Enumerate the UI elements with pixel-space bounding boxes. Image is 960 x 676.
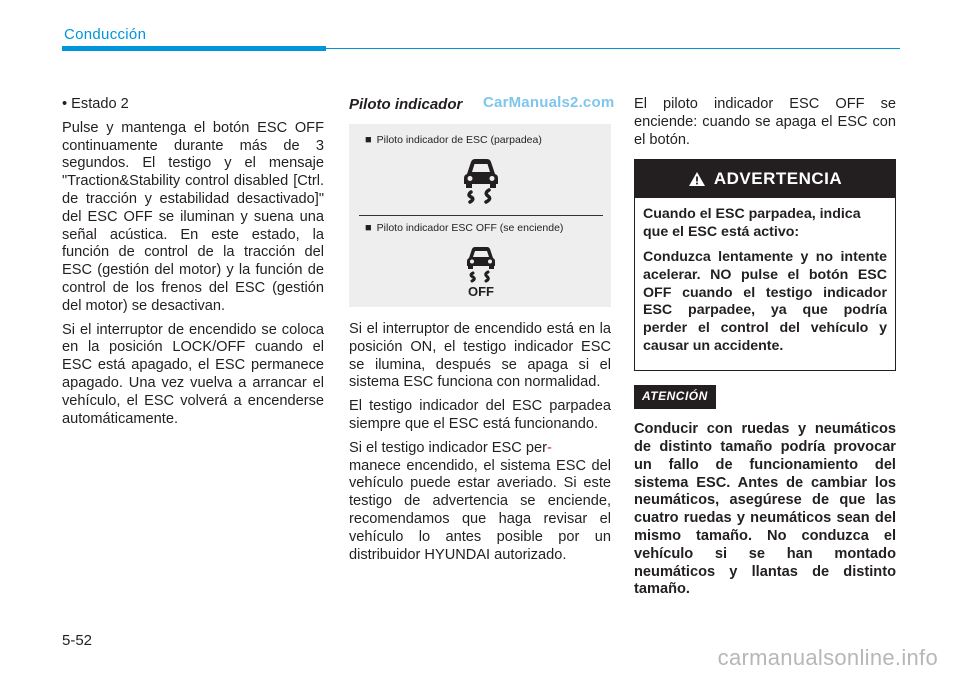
- bullet-estado: • Estado 2: [62, 96, 129, 112]
- caution-text: Conducir con ruedas y neumáticos de distinto tamaño podría provocar un fallo de funcionamiento del sistema ESC. Antes de cambiar los neumáticos, asegúrese de que las cuatro ruedas y neumáticos sean del mismo tamaño. No conduzca el vehículo si se han montado neumáticos y llantas de distinto tamaño.: [634, 421, 896, 598]
- paragraph-averiado: Si el testigo indicador ESC per- manece encendido, el sistema ESC del vehículo puede estar averiado. Si este testigo de advertencia se enciende, recomendamos que haga revisar el vehículo lo antes posible por un distribuidor HYUNDAI autorizado.: [349, 439, 611, 563]
- off-label: OFF: [468, 284, 494, 299]
- warning-title: ADVERTENCIA: [713, 169, 843, 189]
- page-number: 5-52: [62, 632, 93, 649]
- paragraph-lock-off: Si el interruptor de encendido se coloca en la posición LOCK/OFF cuando el ESC está apagado, el ESC permanece apagado. Una vez vuelva a arrancar el vehículo, el ESC volverá a encenderse automáticamente.: [62, 321, 324, 427]
- figure-caption-1: ■ Piloto indicador de ESC (parpadea): [365, 134, 542, 146]
- esc-car-skid-icon: [457, 154, 505, 204]
- section-title: Conducción: [64, 26, 147, 43]
- header-rule-thin: [326, 48, 900, 49]
- site-watermark: carmanualsonline.info: [717, 645, 938, 670]
- column-left: [62, 96, 324, 434]
- figure-caption-2: ■ Piloto indicador ESC OFF (se enciende): [365, 222, 564, 234]
- column-middle: [349, 94, 615, 570]
- paragraph-estado-2: Pulse y mantenga el botón ESC OFF continuamente durante más de 3 segundos. El testigo y el mensaje "Traction&Stability control disabled [Ctrl. de tracción y estabilidad desactivado]" del ESC OFF se iluminan y suena una señal acústica. En este estado, la función de control de la tracción del ESC (gestión del motor) y la función de control de los frenos del ESC (gestión del motor) se desactivan.: [62, 119, 324, 314]
- caution-badge: ATENCIÓN: [634, 385, 716, 409]
- paragraph-parpadea: El testigo indicador del ESC parpadea siempre que el ESC está funcionando.: [349, 398, 611, 432]
- warning-header: [635, 160, 895, 198]
- column-right: [634, 96, 896, 605]
- esc-off-icon: [457, 242, 505, 300]
- heading-piloto-indicador: Piloto indicador: [349, 96, 463, 113]
- warning-triangle-icon: [688, 171, 706, 187]
- warning-text-2: Conduzca lentamente y no intente acelerar. NO pulse el botón ESC OFF cuando el testigo indicador ESC parpadee, ya que podría perder el control del vehículo y causar un accidente.: [643, 248, 887, 354]
- header-rule-thick: [62, 46, 326, 51]
- indicator-figure: [349, 124, 611, 307]
- figure-divider: [359, 215, 603, 216]
- paragraph-ignition-on: Si el interruptor de encendido está en la posición ON, el testigo indicador ESC se ilumina, después se apaga si el sistema ESC funciona con normalidad.: [349, 321, 611, 391]
- warning-box: [634, 159, 896, 371]
- warning-text-1: Cuando el ESC parpadea, indica que el ESC está activo:: [643, 206, 861, 241]
- watermark-link[interactable]: CarManuals2.com: [483, 94, 615, 111]
- paragraph-esc-off-intro: El piloto indicador ESC OFF se enciende: cuando se apaga el ESC con el botón.: [634, 96, 896, 148]
